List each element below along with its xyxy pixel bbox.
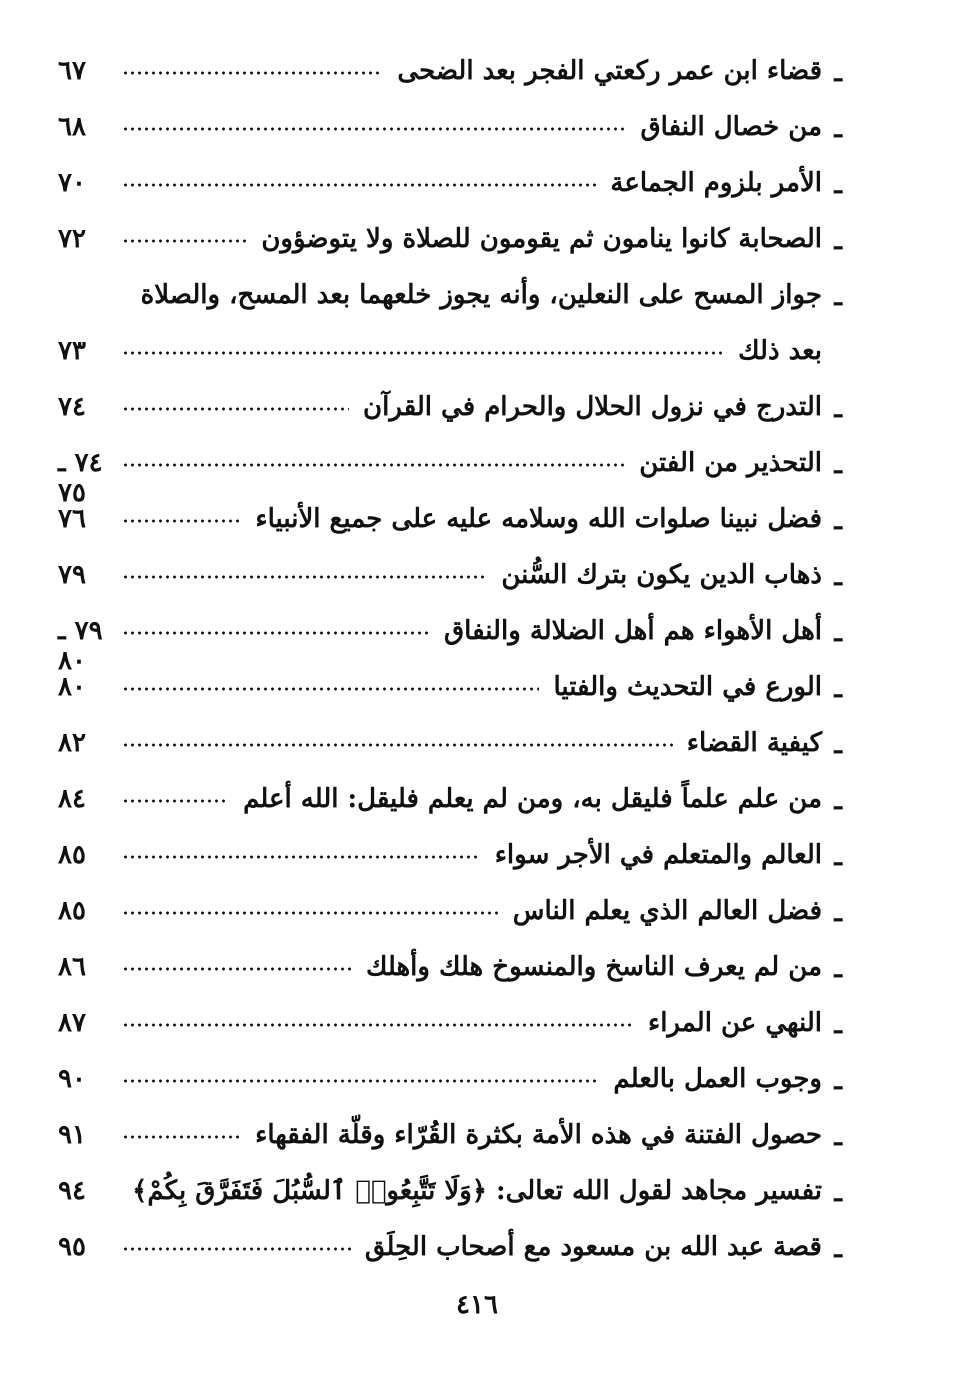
entry-page-number: ٩٠	[58, 1064, 86, 1094]
dot-leader	[122, 182, 596, 188]
page-number: ٤١٦	[456, 1290, 498, 1320]
entry-page-number: ٧٦	[58, 504, 86, 534]
toc-entry	[0, 776, 954, 832]
entry-title: قصة عبد الله بن مسعود مع أصحاب الحِلَق	[364, 1232, 822, 1262]
entry-bullet: ـ	[834, 170, 842, 200]
entry-title: كيفية القضاء	[686, 728, 822, 758]
entry-title: وجوب العمل بالعلم	[613, 1064, 822, 1094]
entry-page-number: ٨٤	[58, 784, 86, 814]
entry-page-number: ٩٥	[58, 1232, 86, 1262]
entry-bullet: ـ	[834, 1066, 842, 1096]
entry-title: جواز المسح على النعلين، وأنه يجوز خلعهما بعد المسح، والصلاة	[140, 280, 822, 310]
entry-bullet: ـ	[834, 1234, 842, 1264]
entry-bullet: ـ	[834, 954, 842, 984]
toc-entry	[0, 664, 954, 720]
entry-title: من لم يعرف الناسخ والمنسوخ هلك وأهلك	[365, 952, 822, 982]
entry-bullet: ـ	[834, 562, 842, 592]
dot-leader	[122, 630, 430, 636]
entry-page-number: ٧٩ ـ ٨٠	[58, 616, 103, 676]
entry-title: من خصال النفاق	[640, 112, 822, 142]
entry-page-number: ٨٥	[58, 896, 86, 926]
dot-leader	[122, 686, 539, 692]
entry-bullet: ـ	[834, 394, 842, 424]
toc-entry	[0, 48, 954, 104]
entry-bullet: ـ	[834, 730, 842, 760]
toc-entry	[0, 384, 954, 440]
entry-page-number: ٨٢	[58, 728, 86, 758]
dot-leader	[122, 1078, 599, 1084]
entry-bullet: ـ	[834, 506, 842, 536]
dot-leader	[122, 350, 724, 356]
toc-entry-continuation	[0, 328, 954, 384]
entry-page-number: ٨٥	[58, 840, 86, 870]
entry-page-number: ٧٣	[58, 336, 86, 366]
entry-page-number: ٨٠	[58, 672, 86, 702]
dot-leader	[122, 70, 383, 76]
dot-leader	[122, 126, 627, 132]
entry-page-number: ٨٦	[58, 952, 86, 982]
entry-bullet: ـ	[834, 1010, 842, 1040]
toc-entry	[0, 1112, 954, 1168]
entry-title: العالم والمتعلم في الأجر سواء	[494, 840, 822, 870]
entry-title: حصول الفتنة في هذه الأمة بكثرة القُرّاء وقلّة الفقهاء	[255, 1120, 822, 1150]
toc-entry	[0, 216, 954, 272]
entry-page-number: ٨٧	[58, 1008, 86, 1038]
entry-bullet: ـ	[834, 618, 842, 648]
entry-title: قضاء ابن عمر ركعتي الفجر بعد الضحى	[397, 56, 822, 86]
entry-title: تفسير مجاهد لقول الله تعالى: ﴿وَلَا تَتَّبِعُوا۟ ٱلسُّبُلَ فَتَفَرَّقَ بِكُمْ﴾	[132, 1176, 822, 1206]
entry-title-continuation: بعد ذلك	[738, 336, 822, 366]
dot-leader	[122, 406, 349, 412]
toc-entry	[0, 1224, 954, 1280]
entry-title: فضل العالم الذي يعلم الناس	[512, 896, 822, 926]
toc-entry	[0, 720, 954, 776]
entry-bullet: ـ	[834, 1122, 842, 1152]
dot-leader	[122, 238, 247, 244]
dot-leader	[122, 574, 487, 580]
dot-leader	[122, 854, 481, 860]
toc-entry	[0, 832, 954, 888]
entry-page-number: ٧٠	[58, 168, 86, 198]
entry-bullet: ـ	[834, 450, 842, 480]
dot-leader	[122, 518, 241, 524]
entry-bullet: ـ	[834, 842, 842, 872]
entry-page-number: ٦٧	[58, 56, 86, 86]
entry-title: أهل الأهواء هم أهل الضلالة والنفاق	[443, 616, 822, 646]
dot-leader	[122, 462, 625, 468]
toc-entry	[0, 440, 954, 508]
entry-bullet: ـ	[834, 786, 842, 816]
entry-bullet: ـ	[834, 58, 842, 88]
entry-title: ذهاب الدين يكون بترك السُّنن	[501, 560, 822, 590]
entry-title: التحذير من الفتن	[639, 448, 822, 478]
entry-page-number: ٩١	[58, 1120, 86, 1150]
toc-entry	[0, 552, 954, 608]
dot-leader	[122, 742, 673, 748]
entry-page-number: ٧٩	[58, 560, 86, 590]
toc-entry	[0, 272, 954, 328]
toc-entry	[0, 496, 954, 552]
entry-page-number: ٩٤	[58, 1176, 86, 1206]
entry-page-number: ٧٢	[58, 224, 86, 254]
entry-page-number: ٧٤ ـ ٧٥	[58, 448, 103, 508]
entry-bullet: ـ	[834, 898, 842, 928]
dot-leader	[122, 1246, 351, 1252]
dot-leader	[122, 1022, 634, 1028]
dot-leader	[122, 966, 352, 972]
entry-title: الصحابة كانوا ينامون ثم يقومون للصلاة ولا يتوضؤون	[261, 224, 822, 254]
toc-entry	[0, 1056, 954, 1112]
entry-bullet: ـ	[834, 1178, 842, 1208]
entry-title: الأمر بلزوم الجماعة	[610, 168, 822, 198]
toc-entry	[0, 888, 954, 944]
entry-page-number: ٦٨	[58, 112, 86, 142]
entry-title: الورع في التحديث والفتيا	[553, 672, 822, 702]
entry-bullet: ـ	[834, 114, 842, 144]
toc-entry	[0, 160, 954, 216]
entry-bullet: ـ	[834, 226, 842, 256]
dot-leader	[122, 1134, 241, 1140]
entry-title: من علم علماً فليقل به، ومن لم يعلم فليقل: الله أعلم	[243, 784, 822, 814]
entry-bullet: ـ	[834, 674, 842, 704]
toc-entry	[0, 944, 954, 1000]
entry-title: فضل نبينا صلوات الله وسلامه عليه على جميع الأنبياء	[255, 504, 822, 534]
entry-title: النهي عن المراء	[647, 1008, 822, 1038]
toc-entry	[0, 1168, 954, 1224]
entry-title: التدرج في نزول الحلال والحرام في القرآن	[363, 392, 822, 422]
entry-bullet: ـ	[834, 282, 842, 312]
dot-leader	[122, 910, 499, 916]
toc-entry	[0, 608, 954, 676]
toc-entry	[0, 104, 954, 160]
dot-leader	[122, 798, 229, 804]
entry-page-number: ٧٤	[58, 392, 86, 422]
toc-entry	[0, 1000, 954, 1056]
